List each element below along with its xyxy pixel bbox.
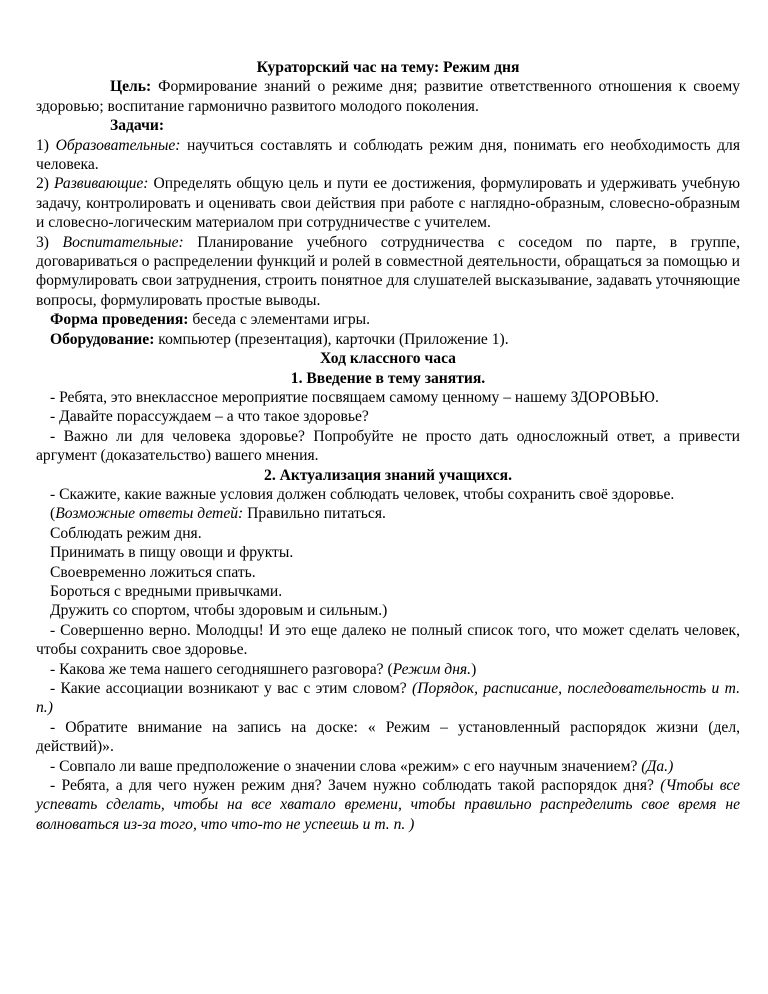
equipment-paragraph — [36, 330, 740, 349]
section-1-paragraph: - Важно ли для человека здоровье? Попробуйте не просто дать односложный ответ, а привести аргумент (доказательство) вашего мнения. — [36, 427, 740, 465]
section-1-title: 1. Введение в тему занятия. — [290, 369, 486, 387]
section-2-paragraph: - Скажите, какие важные условия должен соблюдать человек, чтобы сохранить своё здоровье. — [50, 485, 675, 503]
answer-item: Своевременно ложиться спать. — [50, 563, 256, 581]
answers-label: Возможные ответы детей: — [55, 505, 244, 523]
goal-label: Цель: — [110, 78, 152, 96]
equipment-label: Оборудование: — [50, 330, 155, 348]
task-item-1 — [36, 136, 740, 175]
form-text: беседа с элементами игры. — [188, 311, 370, 329]
answer-item: Правильно питаться. — [243, 505, 386, 523]
task-label: Воспитательные: — [62, 233, 184, 251]
answers-open-paren: ( — [50, 505, 56, 523]
tasks-label: Задачи: — [110, 117, 165, 135]
section-2-paragraph — [36, 660, 740, 679]
section-2-paragraph — [36, 757, 740, 776]
section-2-paragraph: - Совершенно верно. Молодцы! И это еще далеко не полный список того, что может сделать человек, чтобы сохранить свое здоровье. — [36, 621, 740, 659]
task-item-3 — [36, 233, 740, 311]
paragraph-italic: Режим дня. — [392, 660, 472, 678]
paragraph-italic: (Чтобы все успевать сделать, чтобы на все хватало времени, чтобы правильно распределить свое время не волноваться из-за того, что что-то не успеешь и т. п. ) — [36, 777, 740, 833]
section-2-paragraph — [36, 776, 740, 834]
goal-text: Формирование знаний о режиме дня; развитие ответственного отношения к своему здоровью; воспитание гармонично развитого молодого поколения. — [36, 78, 740, 115]
goal-paragraph — [36, 77, 740, 116]
answers-first-line — [36, 504, 740, 523]
form-paragraph — [36, 310, 740, 329]
task-number: 1) — [36, 136, 56, 154]
answer-item: Бороться с вредными привычками. — [50, 582, 283, 600]
task-item-2 — [36, 174, 740, 232]
task-text: Определять общую цель и пути ее достижения, формулировать и удерживать учебную задачу, контролировать и оценивать свои действия при работе с наглядно-образным, словесно-образным и словесно-логическим материалом при сотрудничестве с учителем. — [36, 175, 741, 232]
document-title: Кураторский час на тему: Режим дня — [256, 59, 520, 76]
task-number: 3) — [36, 233, 63, 251]
section-2-paragraph: - Обратите внимание на запись на доске: « Режим – установленный распорядок жизни (дел, действий)». — [36, 718, 740, 756]
paragraph-text: - Ребята, а для чего нужен режим дня? Зачем нужно соблюдать такой распорядок дня? — [50, 777, 661, 795]
section-1-paragraph: - Ребята, это внеклассное мероприятие посвящаем самому ценному – нашему ЗДОРОВЬЮ. — [50, 388, 659, 406]
answer-item: Дружить со спортом, чтобы здоровым и сильным.) — [50, 602, 388, 620]
course-title: Ход классного часа — [320, 350, 456, 368]
form-label: Форма проведения: — [50, 311, 189, 329]
paragraph-text: - Какие ассоциации возникают у вас с этим словом? — [50, 680, 412, 697]
task-number: 2) — [36, 175, 54, 193]
equipment-text: компьютер (презентация), карточки (Приложение 1). — [154, 330, 509, 348]
tasks-heading — [36, 116, 740, 135]
task-text: научиться составлять и соблюдать режим дня, понимать его необходимость для человека. — [36, 136, 741, 174]
task-label: Образовательные: — [55, 136, 181, 154]
paragraph-text: - Совпало ли ваше предположение о значении слова «режим» с его научным значением? — [50, 757, 642, 775]
answer-item: Соблюдать режим дня. — [50, 524, 202, 542]
paragraph-italic: (Да.) — [641, 757, 674, 775]
section-1-paragraph: - Давайте порассуждаем – а что такое здоровье? — [50, 408, 369, 426]
section-2-title: 2. Актуализация знаний учащихся. — [264, 466, 512, 484]
paragraph-text: ) — [471, 660, 477, 678]
paragraph-text: - Какова же тема нашего сегодняшнего разговора? ( — [50, 660, 393, 678]
section-2-paragraph — [36, 679, 740, 718]
task-text: Планирование учебного сотрудничества с соседом по парте, в группе, договариваться о распределении функций и ролей в совместной деятельности, обращаться за помощью и формулировать свои затруднения, строить понятное для слушателей высказывание, задавать уточняющие вопросы, формулировать простые выводы. — [36, 233, 740, 309]
task-label: Развивающие: — [53, 175, 149, 193]
answer-item: Принимать в пищу овощи и фрукты. — [50, 544, 294, 562]
paragraph-italic: (Порядок, расписание, последовательность и т. п.) — [36, 680, 740, 717]
